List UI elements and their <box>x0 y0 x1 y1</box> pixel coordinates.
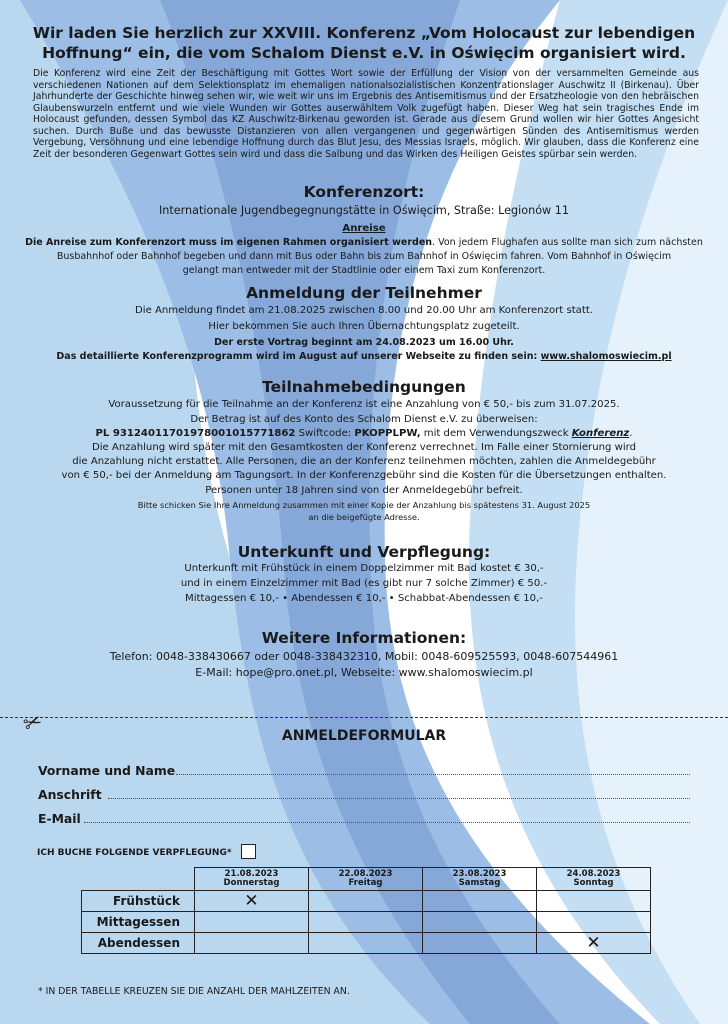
heading-line-1: Wir laden Sie herzlich zur XXVIII. Konferenz „Vom Holocaust zur lebendigen <box>32 24 696 42</box>
table-row <box>82 933 651 954</box>
day-date: 24.08.2023 <box>566 869 621 879</box>
unterkunft-line-1: Unterkunft mit Frühstück in einem Doppelzimmer mit Bad kostet € 30,- <box>184 563 544 574</box>
meal-cell[interactable] <box>195 933 309 954</box>
meal-checkbox[interactable] <box>241 844 256 859</box>
meal-cell[interactable] <box>423 912 537 933</box>
table-row <box>82 891 651 912</box>
anmeldung-line-3: Der erste Vortrag beginnt am 24.08.2023 um 16.00 Uhr. <box>214 337 514 348</box>
purpose-end: . <box>629 428 633 439</box>
name-label: Vorname und Name <box>38 763 176 778</box>
footnote: * IN DER TABELLE KREUZEN SIE DIE ANZAHL DER MAHLZEITEN AN. <box>38 986 350 997</box>
anreise-line-1 <box>0 237 728 249</box>
address-field[interactable] <box>108 798 690 799</box>
meal-label-breakfast: Frühstück <box>82 891 195 912</box>
anreise-title: Anreise <box>342 223 386 234</box>
anmeldung-title: Anmeldung der Teilnehmer <box>246 284 482 302</box>
unterkunft-line-3: Mittagessen € 10,- • Abendessen € 10,- • Schabbat-Abendessen € 10,- <box>185 593 543 604</box>
scissors-icon: ✂ <box>20 708 46 739</box>
meal-cell[interactable] <box>309 891 423 912</box>
purpose-word: Konferenz <box>571 428 630 439</box>
day-header <box>537 868 651 891</box>
konferenzort-title: Konferenzort: <box>303 183 425 201</box>
address-label: Anschrift <box>38 787 102 802</box>
meal-cell-mark[interactable]: ✕ <box>195 891 309 912</box>
heading-line-2: Hoffnung“ ein, die vom Schalom Dienst e.V. in Oświęcim organisiert wird. <box>42 44 686 62</box>
table-header-row <box>82 868 651 891</box>
meal-table <box>81 867 651 954</box>
intro-paragraph: Die Konferenz wird eine Zeit der Beschäftigung mit Gottes Wort sowie der Erfüllung der Vision von der versammelten Gemeinde aus verschiedenen Nationen auf dem Selektionsplatz im ehemaligen nationalsozialistischen Konzentrationslager Auschwitz II (Birkenau). Über Jahrhunderte der Geschichte hinweg sehen wir, wie weit wir uns im Ergebnis des Antisemitismus und der Ersatzheologie von den hebräischen Glaubenswurzeln entfernt und wie viele Wunden wir Gottes auserwähltem Volk zugefügt haben. Dieser Weg hat sein tragisches Ende im Holocaust gefunden, dessen Symbol das KZ Auschwitz-Birkenau geworden ist. Gerade aus diesem Grund wollen wir hier Gottes Angesicht suchen. Durch Buße und das bewusste Distanzieren von allen vergangenen und gegenwärtigen Sünden des Antisemitismus werden Vergebung, Versöhnung und eine lebendige Hoffnung durch das Blut Jesu, des Messias Israels, möglich. Wir glauben, dass die Konferenz eine Zeit der besonderen Gegenwart Gottes sein wird und dass die Salbung und das Wirken des Heiligen Geistes spürbar sein werden. <box>33 68 699 160</box>
day-weekday: Freitag <box>348 878 383 888</box>
anreise-bold: Die Anreise zum Konferenzort muss im eigenen Rahmen organisiert werden <box>25 237 433 248</box>
teilnahme-line-1: Voraussetzung für die Teilnahme an der Konferenz ist eine Anzahlung von € 50,- bis zum 31.07.2025. <box>108 399 620 410</box>
konferenzort-address: Internationale Jugendbegegnungstätte in Oświęcim, Straße: Legionów 11 <box>159 204 569 217</box>
day-date: 22.08.2023 <box>338 869 393 879</box>
weitere-title: Weitere Informationen: <box>261 629 467 647</box>
day-date: 23.08.2023 <box>452 869 507 879</box>
meal-cell[interactable] <box>537 891 651 912</box>
contact-web: E-Mail: hope@pro.onet.pl, Webseite: www.shalomoswiecim.pl <box>195 666 533 679</box>
meal-cell[interactable] <box>309 933 423 954</box>
day-date: 21.08.2023 <box>224 869 279 879</box>
table-row <box>82 912 651 933</box>
teilnahme-line-4: Die Anzahlung wird später mit den Gesamtkosten der Konferenz verrechnet. Im Falle einer Stornierung wird <box>91 442 637 453</box>
day-weekday: Donnerstag <box>223 878 280 888</box>
unterkunft-line-2: und in einem Einzelzimmer mit Bad (es gibt nur 7 solche Zimmer) € 50.- <box>180 578 548 589</box>
email-label: E-Mail <box>38 811 81 826</box>
meal-label-lunch: Mittagessen <box>82 912 195 933</box>
anmeldung-line-1: Die Anmeldung findet am 21.08.2025 zwischen 8.00 und 20.00 Uhr am Konferenzort statt. <box>135 305 593 316</box>
day-weekday: Samstag <box>458 878 501 888</box>
meal-label-dinner: Abendessen <box>82 933 195 954</box>
form-title: ANMELDEFORMULAR <box>281 728 447 744</box>
anreise-line-3: gelangt man entweder mit der Stadtlinie oder einem Taxi zum Konferenzort. <box>182 265 546 276</box>
anmeldung-line-2: Hier bekommen Sie auch Ihren Übernachtungsplatz zugeteilt. <box>208 321 520 332</box>
meal-cell[interactable] <box>309 912 423 933</box>
day-header <box>309 868 423 891</box>
swift-label: Swiftcode: <box>295 428 355 439</box>
email-field[interactable] <box>84 822 690 823</box>
day-header <box>423 868 537 891</box>
purpose-label: mit dem Verwendungszweck <box>420 428 572 439</box>
meal-question: ICH BUCHE FOLGENDE VERPFLEGUNG* <box>37 848 232 858</box>
unterkunft-title: Unterkunft und Verpflegung: <box>237 543 491 561</box>
meal-cell[interactable] <box>423 933 537 954</box>
corner-cell <box>82 868 195 891</box>
program-note: Das detaillierte Konferenzprogramm wird im August auf unserer Webseite zu finden sein: <box>56 351 541 362</box>
bank-details <box>0 427 728 442</box>
swift-code: PKOPPLPW, <box>354 428 421 439</box>
teilnahme-title: Teilnahmebedingungen <box>262 378 466 396</box>
teilnahme-line-5: die Anzahlung nicht erstattet. Alle Personen, die an der Konferenz teilnehmen möchten, zahlen die Anmeldegebühr <box>72 456 656 467</box>
day-header <box>195 868 309 891</box>
cut-line <box>0 717 728 718</box>
iban: PL 93124011701978001015771862 <box>95 428 296 439</box>
teilnahme-small-1: Bitte schicken Sie Ihre Anmeldung zusammen mit einer Kopie der Anzahlung bis spätestens 31. August 2025 <box>137 500 591 510</box>
anreise-rest: . Von jedem Flughafen aus sollte man sich zum nächsten <box>432 237 703 248</box>
teilnahme-line-6: von € 50,- bei der Anmeldung am Tagungsort. In der Konferenzgebühr sind die Kosten für die Übersetzungen enthalten. <box>61 470 667 481</box>
contact-phone: Telefon: 0048-338430667 oder 0048-338432310, Mobil: 0048-609525593, 0048-607544961 <box>109 650 619 663</box>
anreise-line-2: Busbahnhof oder Bahnhof begeben und dann mit Bus oder Bahn bis zum Bahnhof in Oświęcim fahren. Vom Bahnhof in Oświęcim <box>56 251 672 262</box>
anmeldung-line-4 <box>0 351 728 363</box>
teilnahme-line-2: Der Betrag ist auf des Konto des Schalom Dienst e.V. zu überweisen: <box>190 414 538 425</box>
meal-cell[interactable] <box>537 912 651 933</box>
teilnahme-small-2: an die beigefügte Adresse. <box>308 512 420 522</box>
meal-cell-mark[interactable]: ✕ <box>537 933 651 954</box>
teilnahme-line-7: Personen unter 18 Jahren sind von der Anmeldegebühr befreit. <box>205 485 523 496</box>
day-weekday: Sonntag <box>573 878 614 888</box>
name-field[interactable] <box>176 774 690 775</box>
meal-cell[interactable] <box>195 912 309 933</box>
website-link[interactable]: www.shalomoswiecim.pl <box>540 351 672 362</box>
invitation-heading <box>0 23 728 63</box>
meal-cell[interactable] <box>423 891 537 912</box>
